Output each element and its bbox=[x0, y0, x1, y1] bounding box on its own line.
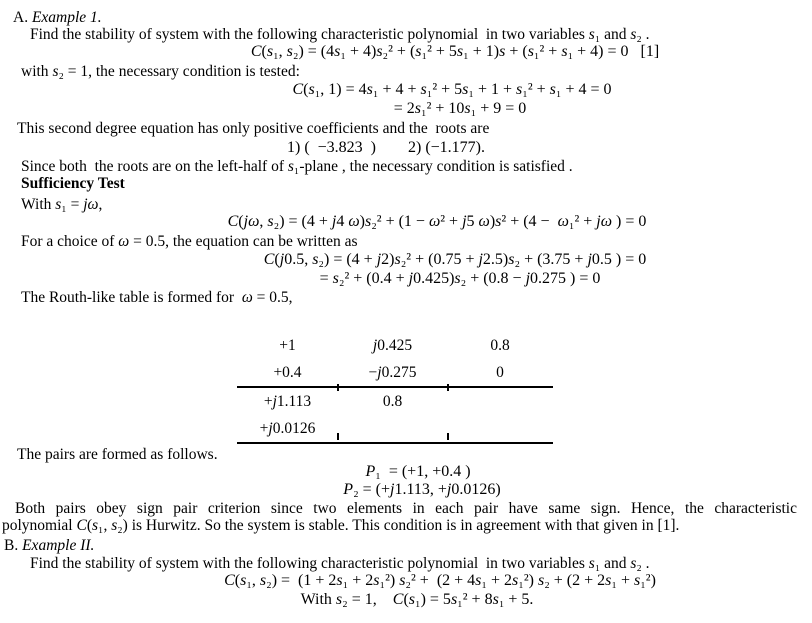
table-cell: −j0.275 bbox=[368, 364, 417, 381]
table-cell: +1 bbox=[279, 337, 296, 354]
table-cell bbox=[447, 415, 553, 442]
substitution-line: With s₁ = jω, bbox=[21, 196, 103, 213]
example2-heading-title: Example II. bbox=[18, 537, 95, 554]
eq-necessary-simplified: = 2s₁² + 10s₁ + 9 = 0 bbox=[393, 100, 527, 117]
necessary-condition-intro: with s₂ = 1, the necessary condition is tested: bbox=[21, 63, 300, 80]
table-row bbox=[237, 388, 553, 415]
example1-intro: Find the stability of system with the following characteristic polynomial in two variables s₁ and s₂ . bbox=[30, 26, 650, 43]
pair-p2: P₂ = (+j1.113, +j0.0126) bbox=[343, 481, 501, 498]
roots-intro: This second degree equation has only positive coefficients and the roots are bbox=[17, 120, 490, 137]
pairs-intro: The pairs are formed as follows. bbox=[17, 446, 218, 463]
example1-heading-title: Example 1. bbox=[28, 9, 102, 26]
necessary-conclusion: Since both the roots are on the left-half of s₁-plane , the necessary condition is satisfied . bbox=[21, 158, 573, 175]
eq-necessary-test: C(s₁, 1) = 4s₁ + 4 + s₁² + 5s₁ + 1 + s₁² + s₁ + 4 = 0 bbox=[292, 81, 612, 98]
example1-heading-label: A. bbox=[13, 9, 29, 26]
conclusion-text-line1: Both pairs obey sign pair criterion since two elements in each pair have same sign. Hence, the characteristic bbox=[15, 500, 797, 517]
eq-omega-05: C(j0.5, s₂) = (4 + j2)s₂² + (0.75 + j2.5)s₂ + (3.75 + j0.5 ) = 0 bbox=[263, 251, 647, 268]
sufficiency-test-heading: Sufficiency Test bbox=[21, 175, 125, 192]
eq-jomega: C(jω, s₂) = (4 + j4 ω)s₂² + (1 − ω² + j5 ω)s² + (4 − ω₁² + jω ) = 0 bbox=[227, 213, 647, 230]
table-cell: +j1.113 bbox=[263, 393, 312, 410]
conclusion-text-line2: polynomial C(s₁, s₂) is Hurwitz. So the system is stable. This condition is in agreement with that given in [1]. bbox=[2, 517, 680, 534]
table-cell: +j0.0126 bbox=[259, 420, 316, 437]
table-cell: +0.4 bbox=[273, 364, 302, 381]
table-column-tick bbox=[447, 433, 449, 440]
routh-table bbox=[237, 332, 553, 444]
eq-characteristic-1: C(s₁, s₂) = (4s₁ + 4)s₂² + (s₁² + 5s₁ + 1)s + (s₁² + s₁ + 4) = 0 [1] bbox=[250, 43, 660, 60]
table-cell: 0.8 bbox=[382, 393, 403, 410]
example2-heading bbox=[4, 536, 94, 555]
table-cell: j0.425 bbox=[372, 337, 413, 354]
example2-heading-label: B. bbox=[4, 537, 19, 554]
eq-characteristic-2: C(s₁, s₂) = (1 + 2s₁ + 2s₁²) s₂² + (2 + 4s₁ + 2s₁²) s₂ + (2 + 2s₁ + s₁²) bbox=[224, 572, 656, 589]
omega-choice-intro: For a choice of ω = 0.5, the equation can be written as bbox=[21, 233, 358, 250]
table-column-tick bbox=[337, 384, 339, 391]
table-cell bbox=[338, 415, 447, 442]
table-column-tick bbox=[337, 433, 339, 440]
example2-intro: Find the stability of system with the following characteristic polynomial in two variables s₁ and s₂ . bbox=[30, 555, 650, 572]
eq-with-s2-1: With s₂ = 1, C(s₁) = 5s₁² + 8s₁ + 5. bbox=[300, 591, 534, 608]
table-cell bbox=[447, 388, 553, 415]
eq-omega-05-normalized: = s₂² + (0.4 + j0.425)s₂ + (0.8 − j0.275 ) = 0 bbox=[319, 270, 601, 287]
table-column-tick bbox=[447, 384, 449, 391]
table-row bbox=[237, 332, 553, 359]
table-cell: 0.8 bbox=[490, 337, 510, 354]
table-row bbox=[237, 415, 553, 444]
routh-table-intro: The Routh-like table is formed for ω = 0.5, bbox=[21, 289, 293, 306]
roots-values: 1) ( −3.823 ) 2) (−1.177). bbox=[286, 139, 485, 156]
table-row bbox=[237, 359, 553, 388]
pair-p1: P₁ = (+1, +0.4 ) bbox=[365, 463, 471, 480]
table-cell: 0 bbox=[496, 364, 504, 381]
